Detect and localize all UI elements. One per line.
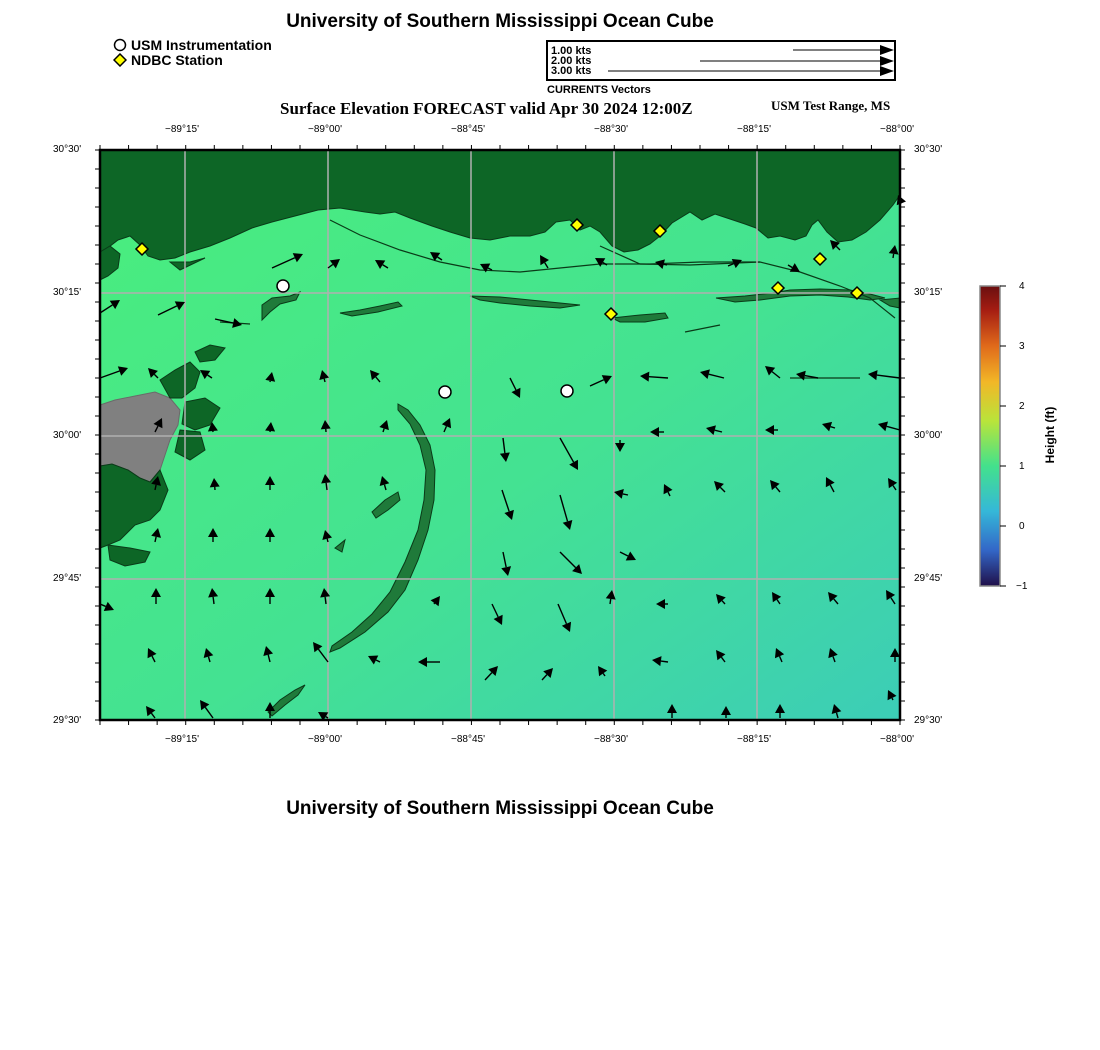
current-vector [434, 603, 435, 604]
lat-label-left: 29°45' [53, 573, 82, 584]
map-canvas [92, 143, 910, 728]
vector-label-2: 2.00 kts [551, 55, 592, 67]
current-vector [893, 254, 894, 258]
lon-label-bottom: −89°00' [308, 734, 342, 745]
lon-label-top: −89°15' [165, 124, 199, 135]
colorbar-label: Height (ft) [1043, 406, 1057, 464]
current-vector-head [897, 195, 906, 205]
vector-label-1: 1.00 kts [551, 45, 592, 57]
forecast-subtitle: Surface Elevation FORECAST valid Apr 30 2024 12:00Z [280, 99, 693, 118]
usm-station-marker[interactable] [439, 386, 451, 398]
lon-label-bottom: −88°30' [594, 734, 628, 745]
lon-label-bottom: −88°00' [880, 734, 914, 745]
colorbar-tick: 3 [1019, 341, 1025, 352]
colorbar-tick: 1 [1019, 461, 1025, 472]
current-vector [324, 379, 325, 382]
usm-station-marker[interactable] [561, 385, 573, 397]
legend-ndbc-label: NDBC Station [131, 52, 223, 68]
usm-station-marker[interactable] [277, 280, 289, 292]
colorbar-tick: −1 [1016, 581, 1028, 592]
lat-label-left: 30°30' [53, 144, 82, 155]
lon-label-top: −88°30' [594, 124, 628, 135]
legend-ndbc [113, 52, 223, 68]
colorbar-gradient [980, 286, 1000, 586]
current-vector [610, 599, 611, 604]
lon-label-bottom: −89°15' [165, 734, 199, 745]
lat-label-left: 30°15' [53, 287, 82, 298]
current-vector [325, 597, 326, 604]
lon-label-top: −89°00' [308, 124, 342, 135]
current-vector [661, 661, 668, 662]
lon-label-bottom: −88°45' [451, 734, 485, 745]
current-vector [892, 698, 893, 700]
current-vector [664, 264, 667, 265]
colorbar-tick: 4 [1019, 281, 1025, 292]
lat-label-right: 30°30' [914, 144, 943, 155]
vector-scale-box [546, 40, 896, 81]
lat-label-right: 29°30' [914, 715, 943, 726]
lon-label-top: −88°15' [737, 124, 771, 135]
lon-label-top: −88°45' [451, 124, 485, 135]
lon-label-top: −88°00' [880, 124, 914, 135]
lat-label-right: 30°00' [914, 430, 943, 441]
legend-usm-label: USM Instrumentation [131, 37, 272, 53]
vector-caption: CURRENTS Vectors [547, 84, 651, 96]
lat-label-right: 29°45' [914, 573, 943, 584]
lat-label-right: 30°15' [914, 287, 943, 298]
lon-label-bottom: −88°15' [737, 734, 771, 745]
lat-label-left: 30°00' [53, 430, 82, 441]
lat-label-left: 29°30' [53, 715, 82, 726]
current-vector [326, 483, 327, 490]
current-vector [213, 597, 214, 604]
bottom-title: University of Southern Mississippi Ocean Cube [286, 798, 714, 819]
colorbar-tick: 0 [1019, 521, 1025, 532]
vector-label-3: 3.00 kts [551, 65, 592, 77]
colorbar [975, 280, 1028, 592]
colorbar-tick: 2 [1019, 401, 1025, 412]
top-title: University of Southern Mississippi Ocean Cube [286, 11, 714, 32]
legend-usm [113, 37, 272, 53]
current-vector [327, 539, 328, 542]
range-label: USM Test Range, MS [771, 98, 891, 113]
usm-marker-icon [113, 38, 127, 52]
ndbc-marker-icon [113, 53, 127, 67]
vector-scale-arrows [548, 42, 894, 79]
